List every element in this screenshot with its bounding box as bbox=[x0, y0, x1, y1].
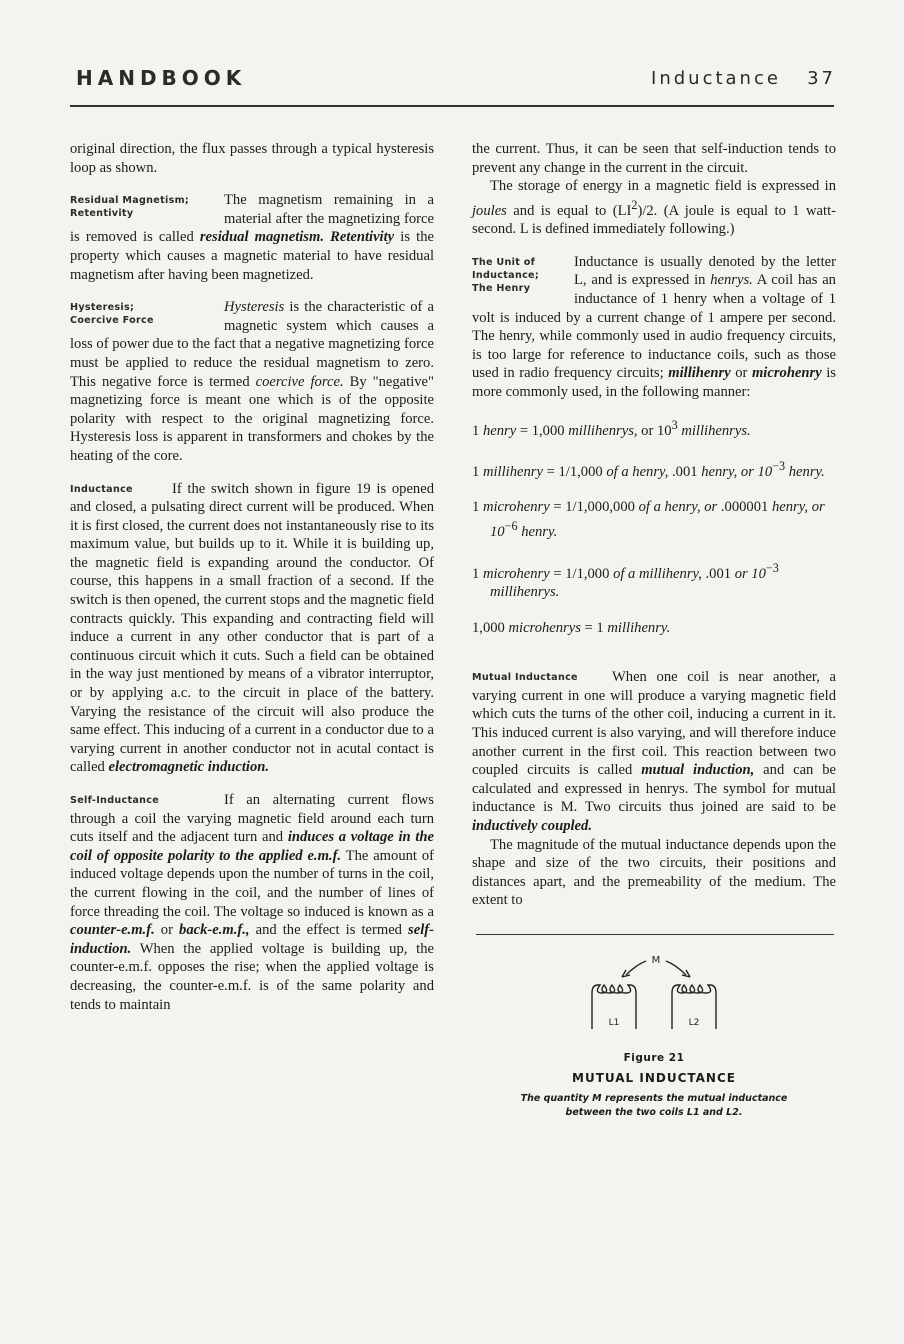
label-m: M bbox=[651, 954, 661, 966]
paragraph: If an alternating current flows through a coil the varying magnetic field around each turn cuts itself and the adjacent turn and induces a voltage in the coil of opposite polarity to the applied e.m.f. The amount of induced voltage depends upon the number of turns in the coil, the current flowing in the coil, and the number of lines of force threading the coil. The voltage so induced is known as a counter-e.m.f. or back-e.m.f., and the effect is termed self-induction. When the applied voltage is building up, the counter-e.m.f. opposes the rise; when the applied voltage is decreasing, the counter-e.m.f. is of the same polarity and tends to maintain bbox=[70, 792, 434, 1013]
paragraph: When one coil is near another, a varying current in one will produce a varying magnetic field which cuts the turns of the other coil, inducing a current in it. This induced current is also varying, and will therefore induce another current in the first coil. This reaction between two coupled circuits is called mutual induction, and can be calculated and expressed in henrys. The symbol for mutual inductance is M. Two circuits thus joined are said to be inductively coupled. bbox=[472, 669, 836, 834]
figure-rule bbox=[476, 934, 834, 935]
right-column bbox=[472, 140, 836, 1120]
equation: 1 microhenry = 1/1,000,000 of a henry, or .000001 henry, or $10^{-6}$ henry. bbox=[472, 499, 825, 540]
equation: 1 henry = 1,000 millihenrys, or $10^3$ millihenrys. bbox=[472, 417, 751, 439]
side-heading: Inductance bbox=[70, 483, 133, 495]
side-heading: Self-Inductance bbox=[70, 795, 160, 806]
paragraph: The storage of energy in a magnetic field is expressed in joules and is equal to $(LI^2)/2$. (A joule is equal to 1 watt-second. L is defined immediately following.) bbox=[472, 178, 836, 238]
paragraph: The magnetism remaining in a material after the magnetizing force is removed is called residual magnetism. Retentivity is the property which causes a magnetic material to have residual magnetism after having been magnetized. bbox=[70, 192, 434, 283]
section-henry bbox=[472, 253, 836, 402]
side-heading: Mutual Inductance bbox=[472, 672, 578, 684]
figure-title: MUTUAL INDUCTANCE bbox=[572, 1071, 736, 1086]
label-l2: L2 bbox=[688, 1017, 700, 1028]
paragraph: If the switch shown in figure 19 is opened and closed, a pulsating direct current will be produced. When it is first closed, the current does not instantaneously rise to its maximum value, but builds up to it. While it is building up, the magnetic field is expanding around the conductor. Of course, this happens in a small fraction of a second. If the switch is then opened, the current stops and the magnetic field contracts quickly. This expanding and contracting field will induce a current in any other conductor that is part of a continuous circuit which it cuts. Such a field can be obtained in the way just mentioned by means of a vibrator interruptor, or by applying a.c. to the circuit in place of the battery. Varying the resistance of the circuit will also produce the same effect. This inducing of a current in a conductor due to a varying current in another conductor not in acutal contact is called electromagnetic induction. bbox=[70, 480, 434, 776]
figure-21 bbox=[472, 949, 836, 1120]
figure-caption: The quantity M represents the mutual inductance between the two coils L1 and L2. bbox=[520, 1093, 788, 1119]
paragraph: The magnitude of the mutual inductance depends upon the shape and size of the two circuits, their positions and distances apart, and the premeability of the medium. The extent to bbox=[472, 836, 836, 909]
paragraph: original direction, the flux passes through a typical hysteresis loop as shown. bbox=[70, 141, 434, 176]
equation-list bbox=[472, 416, 836, 638]
coupling-arrow-left bbox=[626, 961, 646, 975]
section-residual-magnetism bbox=[70, 191, 434, 284]
section-hysteresis bbox=[70, 298, 434, 465]
arrowhead-right bbox=[682, 970, 690, 977]
equation: 1,000 microhenrys = 1 millihenry. bbox=[472, 619, 671, 636]
mutual-inductance-diagram bbox=[564, 949, 744, 1041]
section-inductance bbox=[70, 480, 434, 778]
figure-number: Figure 21 bbox=[623, 1051, 685, 1064]
side-heading: Residual Magnetism; Retentivity bbox=[70, 195, 190, 220]
arrowhead-left bbox=[622, 970, 630, 977]
running-header-section-page: Inductance 37 bbox=[651, 68, 836, 89]
paragraph: the current. Thus, it can be seen that self-induction tends to prevent any change in the current in the circuit. bbox=[472, 141, 836, 176]
side-heading: Hysteresis; Coercive Force bbox=[70, 302, 154, 327]
coupling-arrow-right bbox=[666, 961, 686, 975]
equation: 1 millihenry = 1/1,000 of a henry, .001 henry, or $10^{-3}$ henry. bbox=[472, 459, 825, 480]
label-l1: L1 bbox=[608, 1017, 620, 1028]
section-self-inductance bbox=[70, 791, 434, 1014]
left-column bbox=[70, 140, 434, 1028]
section-mutual-inductance bbox=[472, 668, 836, 835]
paragraph: Hysteresis is the characteristic of a magnetic system which causes a loss of power due to the fact that a negative magnetizing force must be applied to reduce the residual magnetism to zero. This negative force is termed coercive force. By "negative" magnetizing force is meant one which is of the opposite polarity with respect to the original magnetizing force. Hysteresis loss is apparent in transformers and chokes by the heating of the core. bbox=[70, 299, 434, 464]
side-heading: The Unit of Inductance; The Henry bbox=[472, 256, 540, 294]
header-rule bbox=[70, 105, 834, 107]
equation: 1 microhenry = 1/1,000 of a millihenry, .001 or $10^{-3}$ millihenrys. bbox=[472, 560, 779, 600]
paragraph: Inductance is usually denoted by the letter L, and is expressed in henrys. A coil has an inductance of 1 henry when a voltage of 1 volt is induced by a current change of 1 ampere per second. The henry, while commonly used in audio frequency circuits, is too large for reference to inductance coils, such as those used in radio frequency circuits; millihenry or microhenry is more commonly used, in the following manner: bbox=[472, 253, 836, 400]
running-header-title: HANDBOOK bbox=[76, 66, 247, 90]
